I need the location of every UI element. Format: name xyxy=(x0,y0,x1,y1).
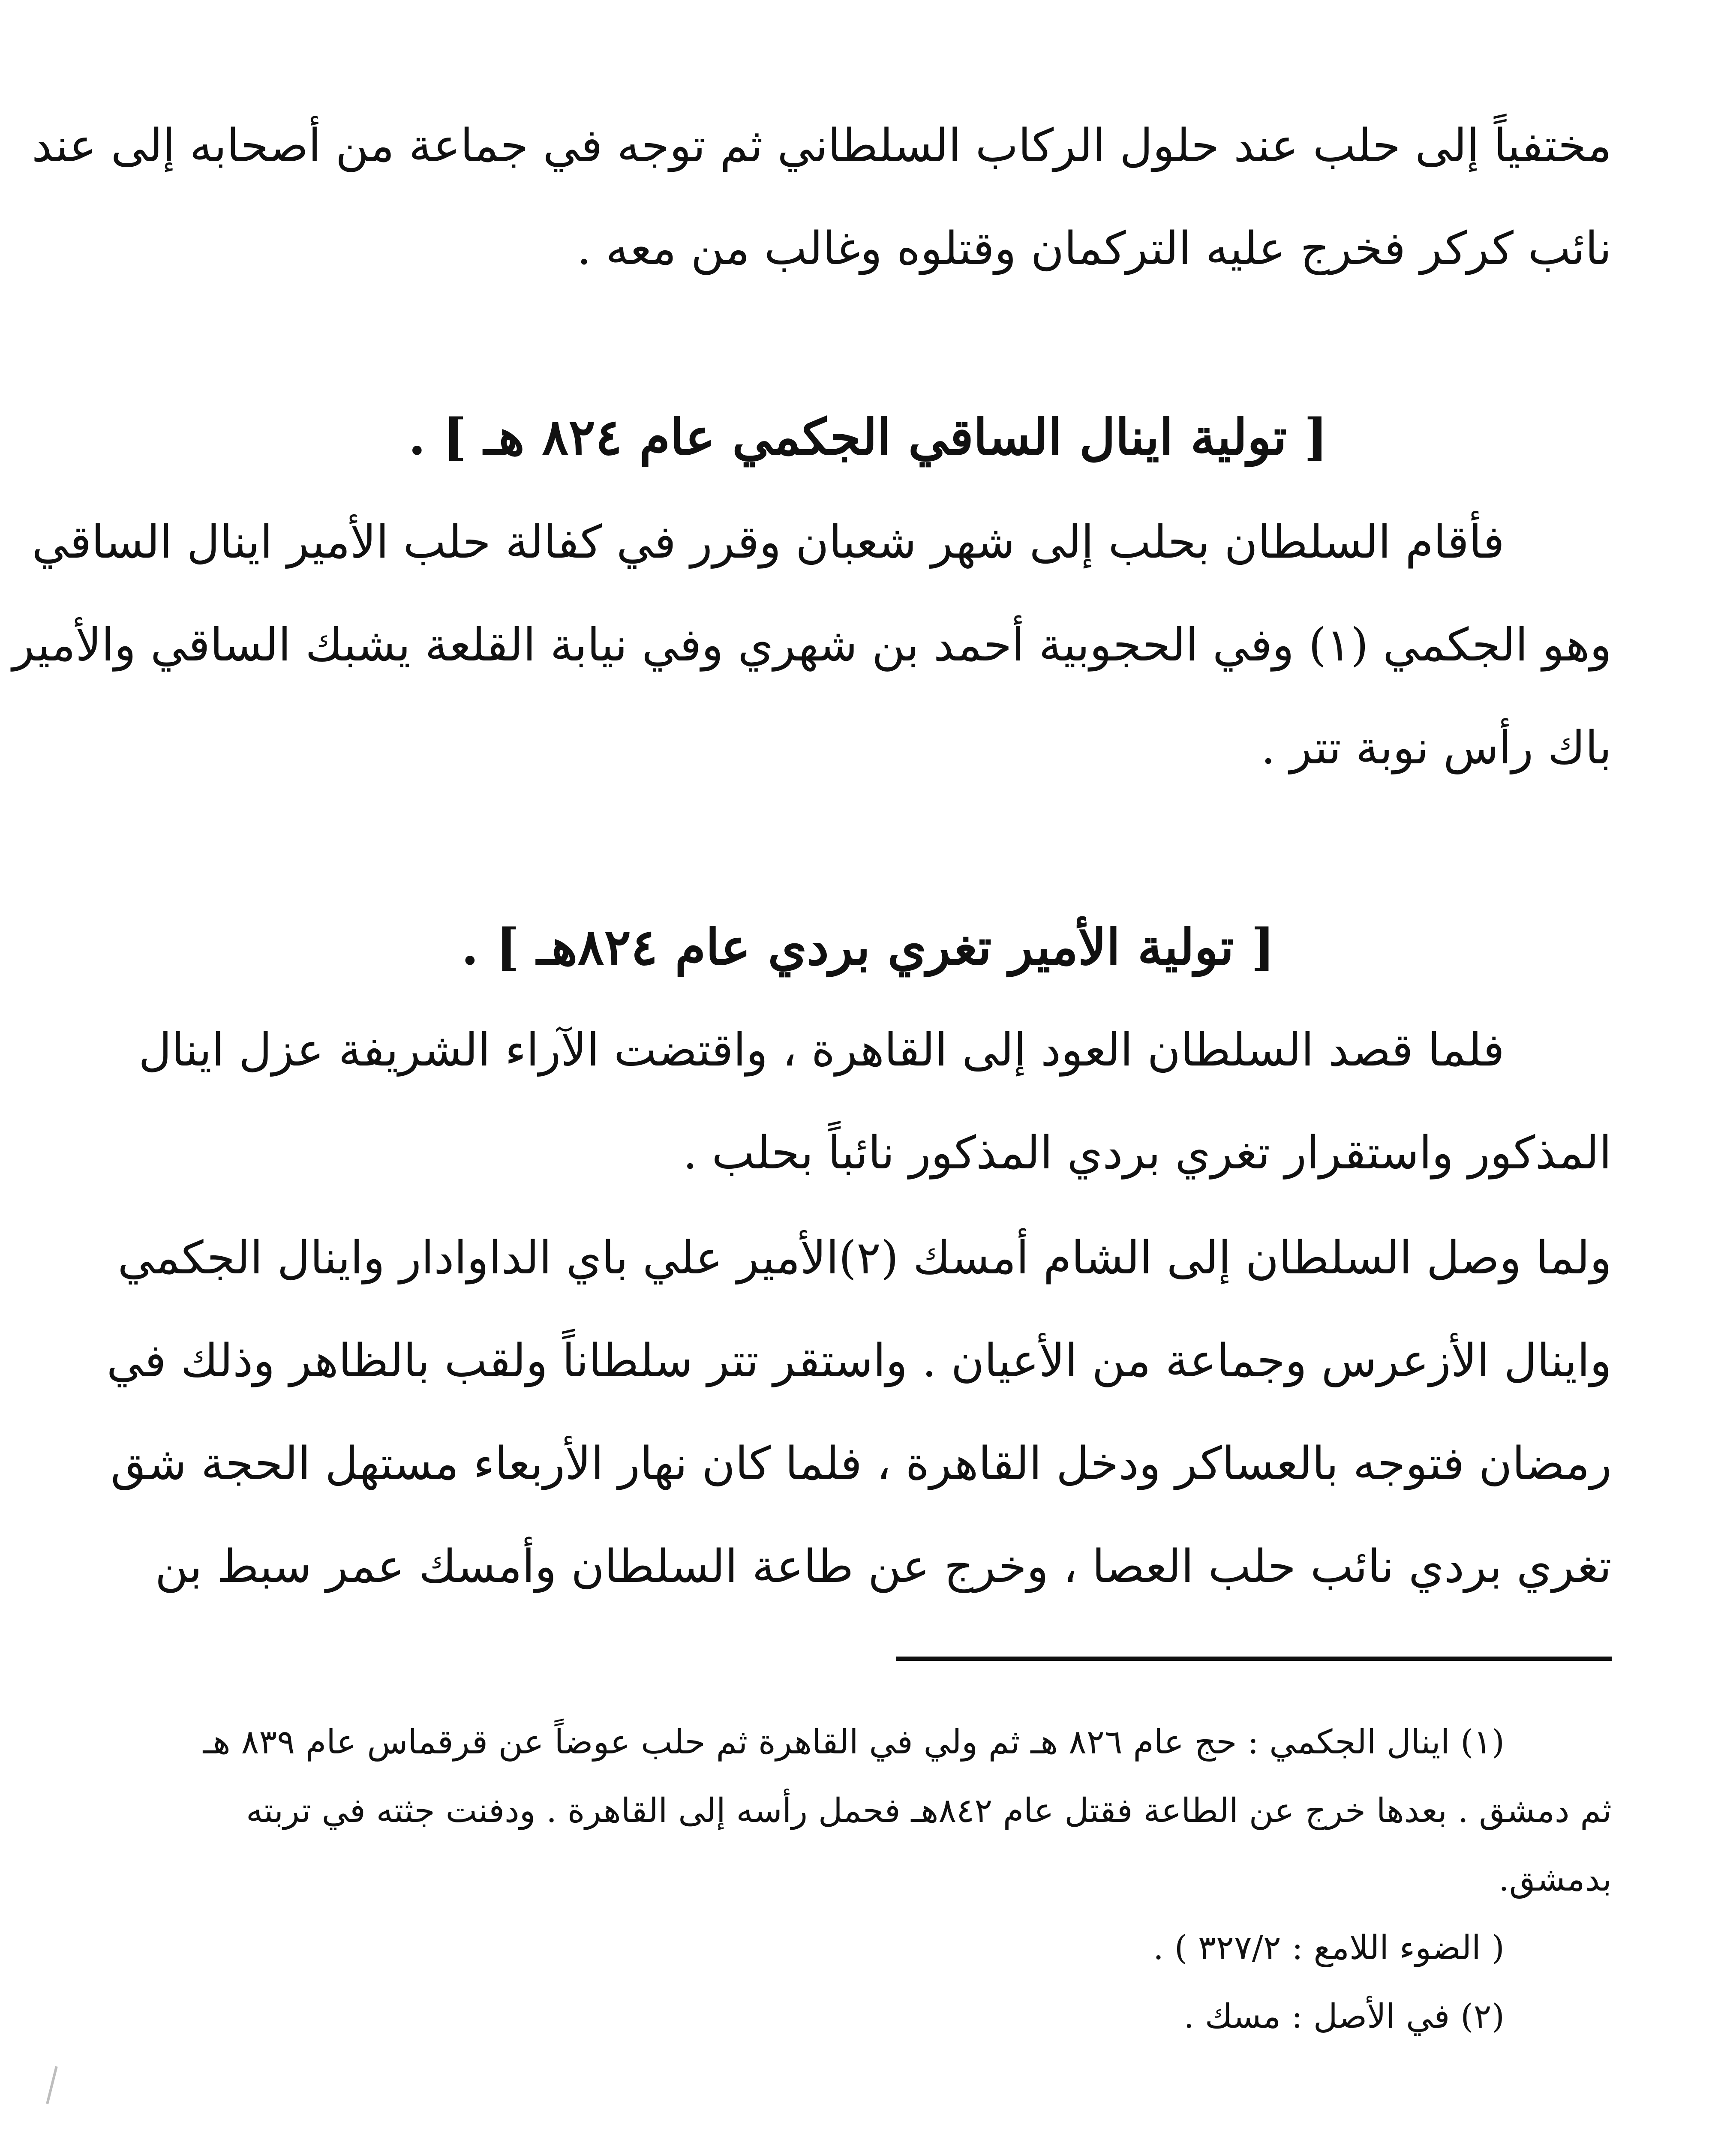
footnote-separator xyxy=(896,1657,1612,1661)
body-line: فأقام السلطان بحلب إلى شهر شعبان وقرر في كفالة حلب الأمير اينال الساقي xyxy=(32,516,1505,568)
body-line: وهو الجكمي (١) وفي الحجوبية أحمد بن شهري وفي نيابة القلعة يشبك الساقي والأمير xyxy=(12,618,1612,671)
body-line: المذكور واستقرار تغري بردي المذكور نائباً بحلب . xyxy=(683,1126,1612,1179)
section-heading-inal: [ تولية اينال الساقي الجكمي عام ٨٢٤ هـ ] . xyxy=(408,408,1328,466)
body-line: نائب كركر فخرج عليه التركمان وقتلوه وغالب من معه . xyxy=(577,222,1612,275)
footnote-line: بدمشق. xyxy=(1499,1860,1612,1899)
section-heading-taghri-birdi: [ تولية الأمير تغري بردي عام ٨٢٤هـ ] . xyxy=(461,918,1275,976)
footnotes xyxy=(124,1708,1612,2051)
body-line: فلما قصد السلطان العود إلى القاهرة ، واقتضت الآراء الشريفة عزل اينال xyxy=(138,1023,1505,1076)
section-2-paragraph-2 xyxy=(106,1207,1612,1618)
body-line: واينال الأزعرس وجماعة من الأعيان . واستقر تتر سلطاناً ولقب بالظاهر وذلك في xyxy=(106,1334,1612,1387)
body-line: ولما وصل السلطان إلى الشام أمسك (٢)الأمير علي باي الداوادار واينال الجكمي xyxy=(117,1231,1612,1284)
footnote-2: (٢) في الأصل : مسك . xyxy=(1183,1997,1505,2036)
footnote-source: ( الضوء اللامع : ٣٢٧/٢ ) . xyxy=(1153,1929,1505,1967)
section-1-paragraph xyxy=(12,491,1612,799)
body-line: مختفياً إلى حلب عند حلول الركاب السلطاني ثم توجه في جماعة من أصحابه إلى عند xyxy=(32,119,1612,172)
footnote-line: ثم دمشق . بعدها خرج عن الطاعة فقتل عام ٨٤٢هـ فحمل رأسه إلى القاهرة . ودفنت جثته في تربته xyxy=(246,1792,1612,1830)
scan-mark xyxy=(46,2066,58,2104)
body-line: تغري بردي نائب حلب العصا ، وخرج عن طاعة السلطان وأمسك عمر سبط بن xyxy=(155,1540,1612,1593)
intro-paragraph xyxy=(32,94,1612,300)
section-2-paragraph-1 xyxy=(124,999,1612,1204)
body-line: باك رأس نوبة تتر . xyxy=(1261,721,1612,774)
body-line: رمضان فتوجه بالعساكر ودخل القاهرة ، فلما كان نهار الأربعاء مستهل الحجة شق xyxy=(111,1437,1612,1490)
footnote-line: (١) اينال الجكمي : حج عام ٨٢٦ هـ ثم ولي في القاهرة ثم حلب عوضاً عن قرقماس عام ٨٣٩ هـ xyxy=(203,1723,1505,1762)
